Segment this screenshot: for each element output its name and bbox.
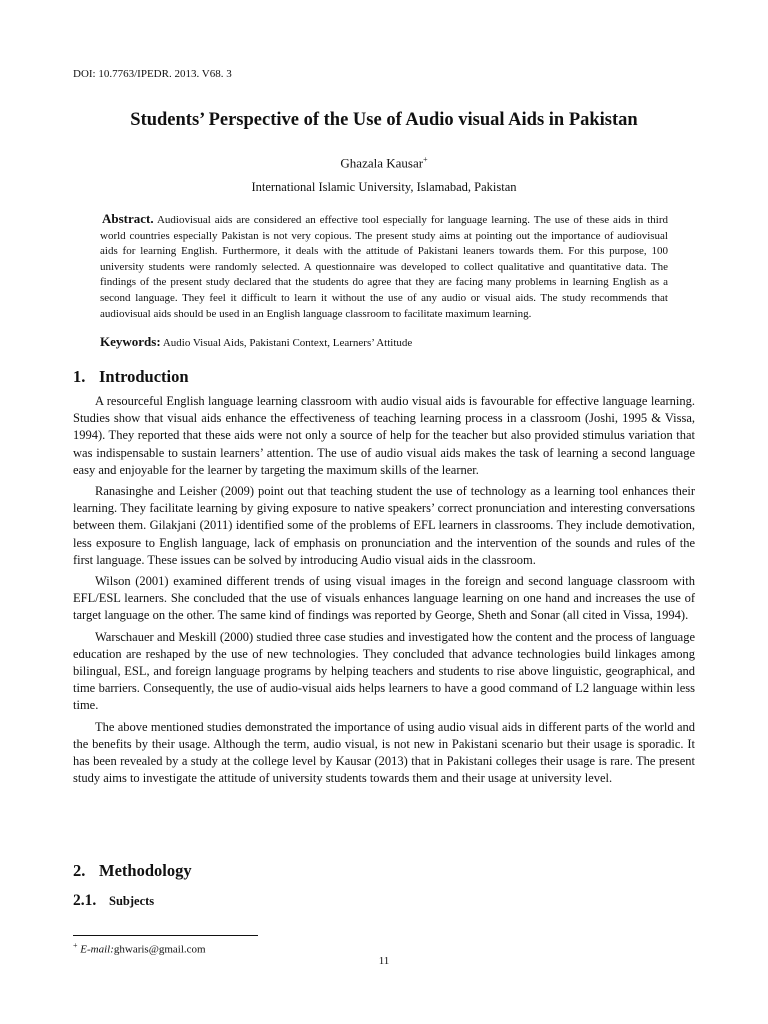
keywords-text: Audio Visual Aids, Pakistani Context, Learners’ Attitude: [162, 337, 413, 349]
introduction-body: [73, 393, 695, 791]
paragraph: The above mentioned studies demonstrated the importance of using audio visual aids in different parts of the world and the benefits by their usage. Although the term, audio visual, is not new in Pakistani scenario but their usage is sporadic. It has been revealed by a study at the college level by Kausar (2013) that in Pakistani colleges their usage is rare. The present study aims to investigate the attitude of university students towards them and their usage at university level.: [73, 719, 695, 786]
footnote-email: ghwaris@gmail.com: [113, 943, 206, 956]
abstract-text: Audiovisual aids are considered an effective tool especially for language learning. The use of these aids in third world countries especially Pakistan is not very copious. The present study aims at pointing out the importance of audiovisual aids for learning English. Furthermore, it deals with the attitude of Pakistani leaners towards them. For this purpose, 100 university students were randomly selected. A questionnaire was developed to collect qualitative and quantitative data. The findings of the present study declared that the students do agree that they are facing many problems in learning English as a second language. They feel it difficult to learn it without the use of any audio or visual aids. The study recommends that audiovisual aids should be used in an English language classroom to facilitate maximum learning.: [100, 214, 668, 320]
abstract-label: Abstract.: [102, 211, 154, 226]
page-number: 11: [378, 955, 390, 967]
section-title: Methodology: [99, 861, 192, 880]
paragraph: Warschauer and Meskill (2000) studied three case studies and investigated how the content and the process of language education are reshaped by the use of new technologies. They concluded that advance technologies build linkages among bilingual, ESL, and foreign language programs by helping teachers and students to rise above linguistic, geographical, and time barriers. Consequently, the use of audio-visual aids helps learners to have a good command of L2 language within less time.: [73, 629, 695, 713]
author-mark: +: [423, 155, 428, 164]
footnote-divider: [73, 935, 258, 936]
footnote: [73, 941, 206, 956]
author-line: [0, 155, 768, 171]
author-name: Ghazala Kausar: [340, 155, 424, 171]
affiliation: International Islamic University, Islamabad, Pakistan: [251, 180, 517, 194]
paragraph: Wilson (2001) examined different trends of using visual images in the foreign and second language classroom with EFL/ESL learners. She concluded that the use of visuals enhances language learning on one hand and increases the use of target language on the other. The same kind of findings was reported by George, Sheth and Sonar (all cited in Vissa, 1994).: [73, 574, 695, 623]
subsection-number: 2.1.: [73, 892, 97, 909]
paragraph: A resourceful English language learning classroom with audio visual aids is favourable for effective language learning. Studies show that visual aids enhance the effectiveness of teaching learning process in a classroom (Joshi, 1995 & Vissa, 1994). They reported that these aids were not only a source of help for the teacher but also provided stimulus variation that was indispensable to sustain learners’ attention. The use of audio visual aids makes the task of learning a second language easy and enjoyable for the learner by targeting the maximum skills of the learner.: [73, 394, 695, 477]
footnote-label: E-mail:: [80, 943, 114, 956]
section-heading-introduction: [73, 367, 189, 387]
section-number: 1.: [73, 367, 86, 386]
keywords: [100, 334, 412, 350]
section-title: Introduction: [99, 367, 189, 386]
paper-title: Students’ Perspective of the Use of Audio visual Aids in Pakistan: [130, 110, 638, 130]
subsection-title: Subjects: [109, 894, 155, 908]
paragraph: Ranasinghe and Leisher (2009) point out that teaching student the use of technology as a learning tool enhances their learning. They facilitate learning by giving exposure to native speakers’ correct pronunciation and interesting conversations between them. Gilakjani (2011) identified some of the problems of EFL learners in classrooms. They include demotivation, less exposure to English language, lack of emphasis on pronunciation and the intervention of the sounds and rules of the first language. These issues can be solved by introducing Audio visual aids in the classroom.: [73, 484, 695, 567]
doi-line: DOI: 10.7763/IPEDR. 2013. V68. 3: [73, 68, 232, 80]
section-number: 2.: [73, 861, 86, 880]
section-heading-methodology: [73, 861, 192, 881]
footnote-mark: +: [73, 941, 78, 950]
abstract: [100, 211, 668, 322]
subsection-heading-subjects: [73, 892, 154, 910]
keywords-label: Keywords:: [100, 334, 161, 349]
